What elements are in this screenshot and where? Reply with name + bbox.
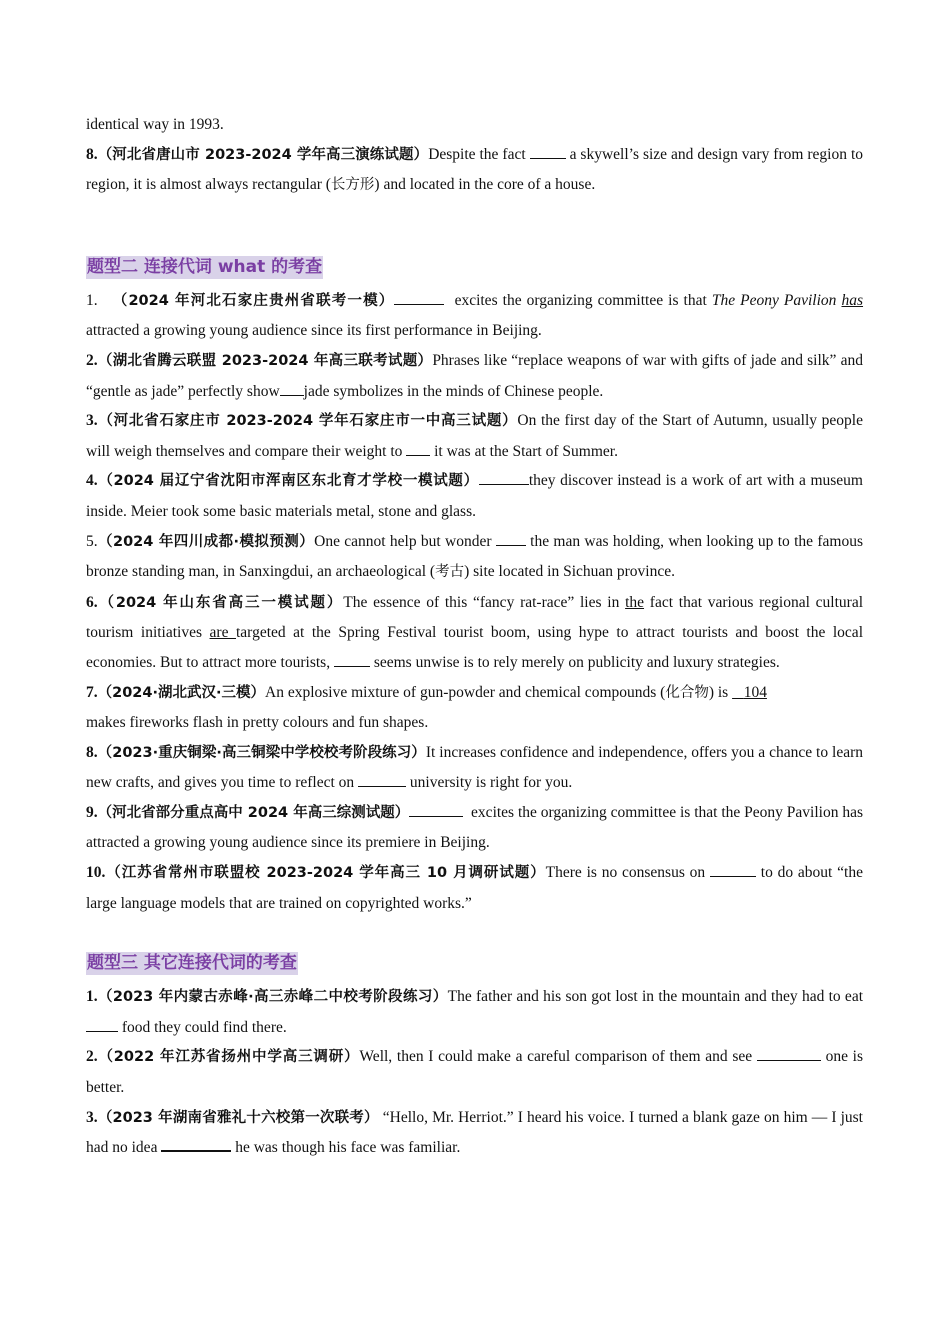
question-s2-9: 9.（河北省部分重点高中 2024 年高三综测试题） excites the organizing committee is that the Peony Pavilion has attracted a growing young audience since its premiere in Beijing. [86,803,864,852]
answer-blank[interactable] [86,1030,118,1032]
question-s2-1: 1. （2024 年河北石家庄贵州省联考一模） excites the organizing committee is that The Peony Pavilion has attracted a growing young audience since its first performance in Beijing. [86,291,864,340]
answer-blank[interactable] [334,665,370,667]
document-content [86,110,863,1163]
section-heading-type3: 题型三 其它连接代词的考查 [87,953,297,974]
question-s3-2: 2.（2022 年江苏省扬州中学高三调研）Well, then I could make a careful comparison of them and see one is better. [86,1048,864,1097]
continuation-text: identical way in 1993. [86,116,224,133]
question-s2-8: 8.（2023·重庆铜梁·高三铜梁中学校校考阶段练习）It increases confidence and independence, offers you a chance to learn new crafts, and gives you time to reflect on university is right for you. [86,743,864,792]
question-s2-7: 7.（2024·湖北武汉·三模）An explosive mixture of gun-powder and chemical compounds (化合物) is 104 makes fireworks flash in pretty colours and fun shapes. [86,683,767,732]
answer-blank[interactable] [530,157,566,159]
answer-blank[interactable] [757,1059,821,1061]
section-heading-type2: 题型二 连接代词 what 的考查 [87,256,323,277]
answer-number: 104 [743,683,767,701]
question-s3-3: 3.（2023 年湖南省雅礼十六校第一次联考） “Hello, Mr. Herriot.” I heard his voice. I turned a blank gaze on him — I just had no idea he was though his face was familiar. [86,1108,863,1157]
question-s2-10: 10.（江苏省常州市联盟校 2023-2024 学年高三 10 月调研试题）There is no consensus on to do about “the large language models that are trained on copyrighted works.” [86,864,863,912]
question-s1-8: 8.（河北省唐山市 2023-2024 学年高三演练试题）Despite the fact a skywell’s size and design vary from region to region, it is almost always rectangular (长方形) and located in the core of a house. [86,145,864,194]
question-s2-3: 3.（河北省石家庄市 2023-2024 学年石家庄市一中高三试题）On the first day of the Start of Autumn, usually people will weigh themselves and compare their weight to it was at the Start of Summer. [86,412,863,460]
answer-blank[interactable] [358,785,406,787]
question-s3-1: 1.（2023 年内蒙古赤峰·高三赤峰二中校考阶段练习）The father and his son got lost in the mountain and they had to eat food they could find there. [86,988,863,1036]
answer-blank[interactable] [406,454,430,456]
answer-blank[interactable] [394,303,444,305]
question-s2-5: 5.（2024 年四川成都·模拟预测）One cannot help but wonder the man was holding, when looking up to the famous bronze standing man, in Sanxingdui, an archaeological (考古) site located in Sichuan province. [86,532,863,581]
answer-blank[interactable] [409,815,463,817]
answer-blank[interactable] [496,544,526,546]
question-s2-6: 6.（2024 年山东省高三一模试题）The essence of this “fancy rat-race” lies in the fact that various regional cultural tourism initiatives are targeted at the Spring Festival tourist boom, using hype to attract tourists and boost the local economies. But to attract more tourists, seems unwise is to rely merely on publicity and luxury strategies. [86,593,864,671]
answer-blank[interactable] [161,1149,231,1152]
answer-blank[interactable] [710,875,756,877]
question-s2-2: 2.（湖北省腾云联盟 2023-2024 年高三联考试题）Phrases like “replace weapons of war with gifts of jade and silk” and “gentle as jade” perfectly show jade symbolizes in the minds of Chinese people. [86,351,863,400]
answer-blank[interactable] [479,483,529,485]
answer-blank[interactable] [280,394,304,396]
question-s2-4: 4.（2024 届辽宁省沈阳市浑南区东北育才学校一模试题） they discover instead is a work of art with a museum inside. Meier took some basic materials metal, stone and glass. [86,472,863,520]
